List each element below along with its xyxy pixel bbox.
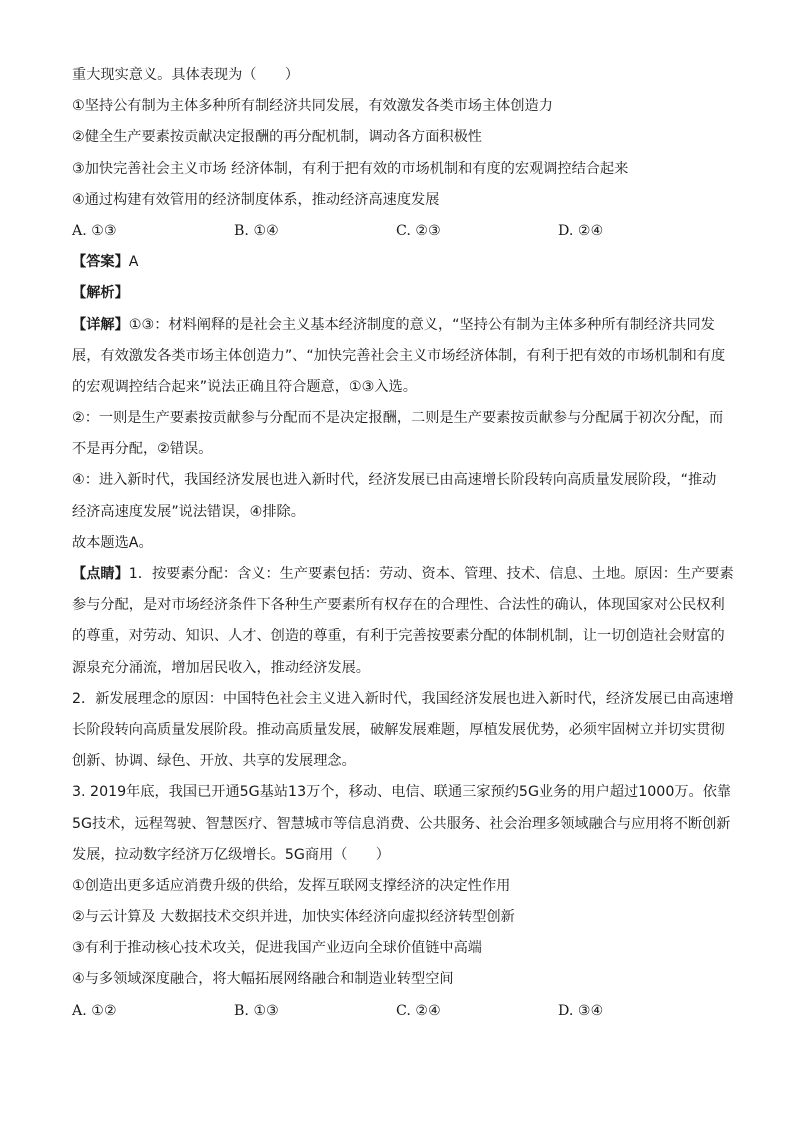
option-a: A. ①③ [72, 222, 117, 239]
answer-line [72, 247, 734, 278]
detail-line-3: 的宏观调控结合起来”说法正确且符合题意，①③入选。 [72, 378, 417, 395]
option-c: C. ②③ [396, 222, 441, 239]
detail-line-6: ④：进入新时代，我国经济发展也进入新时代，经济发展已由高速增长阶段转向高质量发展阶段，“推动 [72, 472, 717, 489]
q3-option-a: A. ①② [72, 1002, 117, 1019]
q3-statement-2: ②与云计算及 大数据技术交织并进，加快实体经济向虚拟经济转型创新 [72, 909, 515, 926]
analysis-tag: 【解析】 [72, 285, 129, 302]
detail-line-1 [72, 310, 734, 341]
question-3-stem-line-3: 发展，拉动数字经济万亿级增长。5G商用（ ） [72, 846, 390, 863]
detail-line-7: 经济高速度发展”说法错误，④排除。 [72, 503, 305, 520]
point-line-2: 参与分配，是对市场经济条件下各种生产要素所有权存在的合理性、合法性的确认，体现国家对公民权利 [72, 597, 725, 614]
option-b: B. ①④ [234, 222, 279, 239]
point-line-4: 源泉充分涌流，增加居民收入，推动经济发展。 [72, 659, 370, 676]
question-3-stem-line-2: 5G技术，远程驾驶、智慧医疗、智慧城市等信息消费、公共服务、社会治理多领域融合与应用将不断创新 [72, 815, 731, 832]
q3-option-c: C. ②④ [396, 1002, 441, 1019]
q3-statement-3: ③有利于推动核心技术攻关，促进我国产业迈向全球价值链中高端 [72, 940, 482, 957]
point-tag: 【点睛】 [72, 566, 129, 582]
q3-option-b: B. ①③ [234, 1002, 279, 1019]
statement-4: ④通过构建有效管用的经济制度体系，推动经济高速度发展 [72, 191, 440, 208]
detail-text: ①③：材料阐释的是社会主义基本经济制度的意义，“坚持公有制为主体多种所有制经济共同发 [128, 316, 715, 333]
point-text: 1．按要素分配：含义：生产要素包括：劳动、资本、管理、技术、信息、土地。原因：生产要素 [128, 566, 734, 582]
q3-statement-4: ④与多领域深度融合，将大幅拓展网络融合和制造业转型空间 [72, 971, 454, 988]
analysis-heading [72, 278, 734, 309]
point-line-6: 长阶段转向高质量发展阶段。推动高质量发展，破解发展难题，厚植发展优势，必须牢固树立并切实贯彻 [72, 721, 725, 738]
answer-tag: 【答案】 [72, 254, 129, 271]
detail-tag: 【详解】 [72, 316, 129, 333]
answer-value: A [128, 254, 139, 271]
question-3-stem-line-1: 3. 2019年底，我国已开通5G基站13万个，移动、电信、联通三家预约5G业务的用户超过1000万。依靠 [72, 784, 732, 801]
statement-1: ①坚持公有制为主体多种所有制经济共同发展，有效激发各类市场主体创造力 [72, 98, 553, 115]
statement-2: ②健全生产要素按贡献决定报酬的再分配机制，调动各方面积极性 [72, 129, 482, 146]
conclusion-line: 故本题选A。 [72, 534, 153, 551]
answer-options [72, 216, 734, 247]
detail-line-2: 展，有效激发各类市场主体创造力”、“加快完善社会主义市场经济体制，有利于把有效的市场机制和有度 [72, 347, 726, 364]
statement-3: ③加快完善社会主义市场 经济体制，有利于把有效的市场机制和有度的宏观调控结合起来 [72, 160, 629, 177]
point-line-5: 2．新发展理念的原因：中国特色社会主义进入新时代，我国经济发展也进入新时代，经济发展已由高速增 [72, 690, 734, 707]
q3-statement-1: ①创造出更多适应消费升级的供给，发挥互联网支撑经济的决定性作用 [72, 877, 511, 894]
point-line-3: 的尊重，对劳动、知识、人才、创造的尊重，有利于完善按要素分配的体制机制，让一切创造社会财富的 [72, 628, 725, 645]
point-line-1 [72, 559, 734, 590]
q3-answer-options [72, 996, 734, 1027]
option-d: D. ②④ [558, 222, 604, 239]
question-2-stem: 重大现实意义。具体表现为（ ） [72, 67, 300, 83]
q3-option-d: D. ③④ [558, 1002, 604, 1019]
detail-line-4: ②：一则是生产要素按贡献参与分配而不是决定报酬，二则是生产要素按贡献参与分配属于初次分配，而 [72, 410, 724, 427]
point-line-7: 创新、协调、绿色、开放、共享的发展理念。 [72, 753, 356, 770]
detail-line-5: 不是再分配，②错误。 [72, 441, 213, 458]
